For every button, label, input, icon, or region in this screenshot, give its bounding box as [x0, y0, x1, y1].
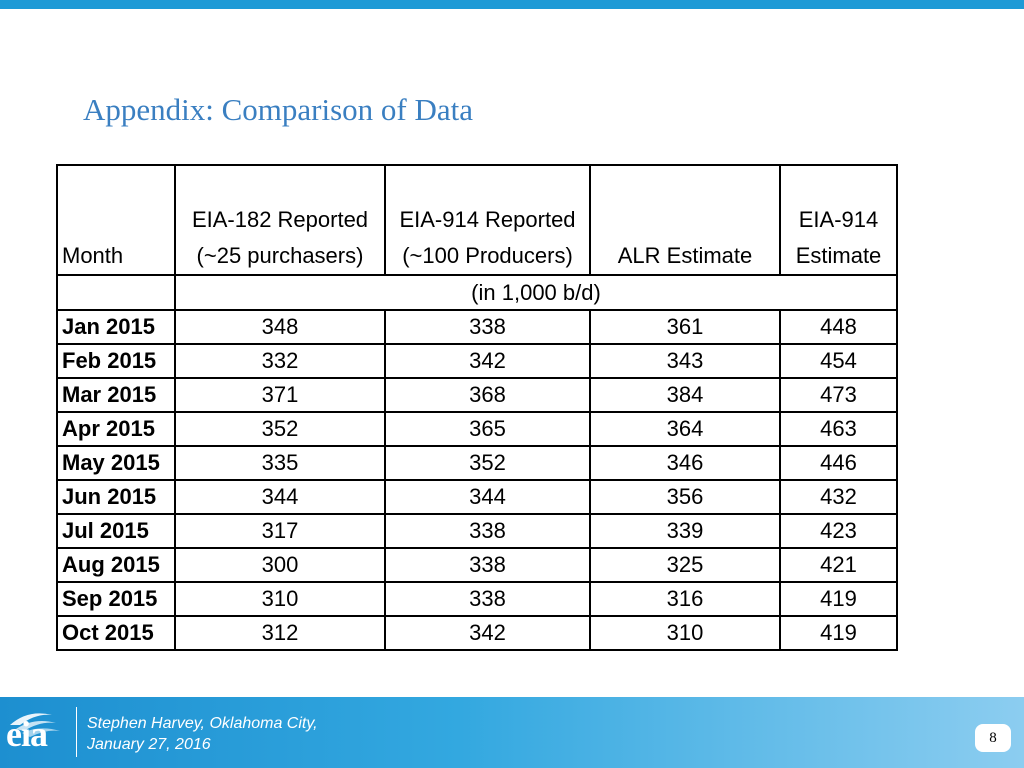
row-value-cell: 338	[385, 548, 590, 582]
table-row	[57, 344, 897, 378]
row-value-cell: 300	[175, 548, 385, 582]
row-month-cell: Aug 2015	[57, 548, 175, 582]
row-month-cell: Sep 2015	[57, 582, 175, 616]
row-value-cell: 446	[780, 446, 897, 480]
row-value-cell: 419	[780, 616, 897, 650]
row-month-cell: Jun 2015	[57, 480, 175, 514]
table-row	[57, 514, 897, 548]
row-value-cell: 352	[385, 446, 590, 480]
table-row	[57, 310, 897, 344]
row-value-cell: 364	[590, 412, 780, 446]
footer-bar	[0, 697, 1024, 768]
row-value-cell: 310	[175, 582, 385, 616]
table-row	[57, 616, 897, 650]
row-value-cell: 421	[780, 548, 897, 582]
row-value-cell: 448	[780, 310, 897, 344]
row-value-cell: 335	[175, 446, 385, 480]
header-eia182	[175, 165, 385, 275]
row-value-cell: 342	[385, 616, 590, 650]
units-blank-cell	[57, 275, 175, 310]
row-month-cell: Jul 2015	[57, 514, 175, 548]
table-row	[57, 480, 897, 514]
row-month-cell: Apr 2015	[57, 412, 175, 446]
row-value-cell: 310	[590, 616, 780, 650]
row-value-cell: 338	[385, 514, 590, 548]
row-month-cell: Feb 2015	[57, 344, 175, 378]
header-eia182-line1: EIA-182 Reported	[191, 207, 369, 232]
table-row	[57, 548, 897, 582]
row-value-cell: 332	[175, 344, 385, 378]
comparison-table	[56, 164, 898, 651]
header-eia914-estimate-line2: Estimate	[795, 243, 882, 268]
table-row	[57, 412, 897, 446]
row-value-cell: 344	[175, 480, 385, 514]
row-value-cell: 473	[780, 378, 897, 412]
row-value-cell: 339	[590, 514, 780, 548]
row-month-cell: Jan 2015	[57, 310, 175, 344]
row-value-cell: 346	[590, 446, 780, 480]
table-row	[57, 446, 897, 480]
row-value-cell: 316	[590, 582, 780, 616]
table-row	[57, 582, 897, 616]
row-value-cell: 312	[175, 616, 385, 650]
footer-date: January 27, 2016	[87, 736, 211, 753]
row-value-cell: 317	[175, 514, 385, 548]
eia-logo-text: eia	[6, 714, 47, 754]
row-month-cell: May 2015	[57, 446, 175, 480]
row-value-cell: 368	[385, 378, 590, 412]
header-eia914	[385, 165, 590, 275]
row-value-cell: 348	[175, 310, 385, 344]
units-label: (in 1,000 b/d)	[175, 275, 897, 310]
table-body	[57, 310, 897, 650]
row-value-cell: 325	[590, 548, 780, 582]
row-value-cell: 423	[780, 514, 897, 548]
header-row	[57, 165, 897, 275]
table-row	[57, 378, 897, 412]
header-alr: ALR Estimate	[590, 165, 780, 275]
row-value-cell: 365	[385, 412, 590, 446]
header-month: Month	[57, 165, 175, 275]
top-accent-bar	[0, 0, 1024, 9]
row-value-cell: 463	[780, 412, 897, 446]
slide-title: Appendix: Comparison of Data	[83, 92, 474, 127]
row-month-cell: Mar 2015	[57, 378, 175, 412]
footer-presenter: Stephen Harvey, Oklahoma City,	[87, 715, 318, 732]
row-value-cell: 342	[385, 344, 590, 378]
row-value-cell: 338	[385, 582, 590, 616]
footer-divider	[76, 707, 77, 757]
row-value-cell: 352	[175, 412, 385, 446]
header-eia914-estimate-line1: EIA-914	[798, 207, 879, 232]
row-value-cell: 371	[175, 378, 385, 412]
units-row	[57, 275, 897, 310]
row-value-cell: 432	[780, 480, 897, 514]
row-value-cell: 384	[590, 378, 780, 412]
header-eia914-estimate	[780, 165, 897, 275]
header-eia914-line2: (~100 Producers)	[402, 243, 573, 268]
row-value-cell: 343	[590, 344, 780, 378]
row-value-cell: 361	[590, 310, 780, 344]
header-eia914-line1: EIA-914 Reported	[399, 207, 576, 232]
row-value-cell: 338	[385, 310, 590, 344]
page-number: 8	[975, 724, 1011, 752]
row-value-cell: 356	[590, 480, 780, 514]
row-month-cell: Oct 2015	[57, 616, 175, 650]
row-value-cell: 454	[780, 344, 897, 378]
row-value-cell: 344	[385, 480, 590, 514]
header-eia182-line2: (~25 purchasers)	[196, 243, 364, 268]
row-value-cell: 419	[780, 582, 897, 616]
